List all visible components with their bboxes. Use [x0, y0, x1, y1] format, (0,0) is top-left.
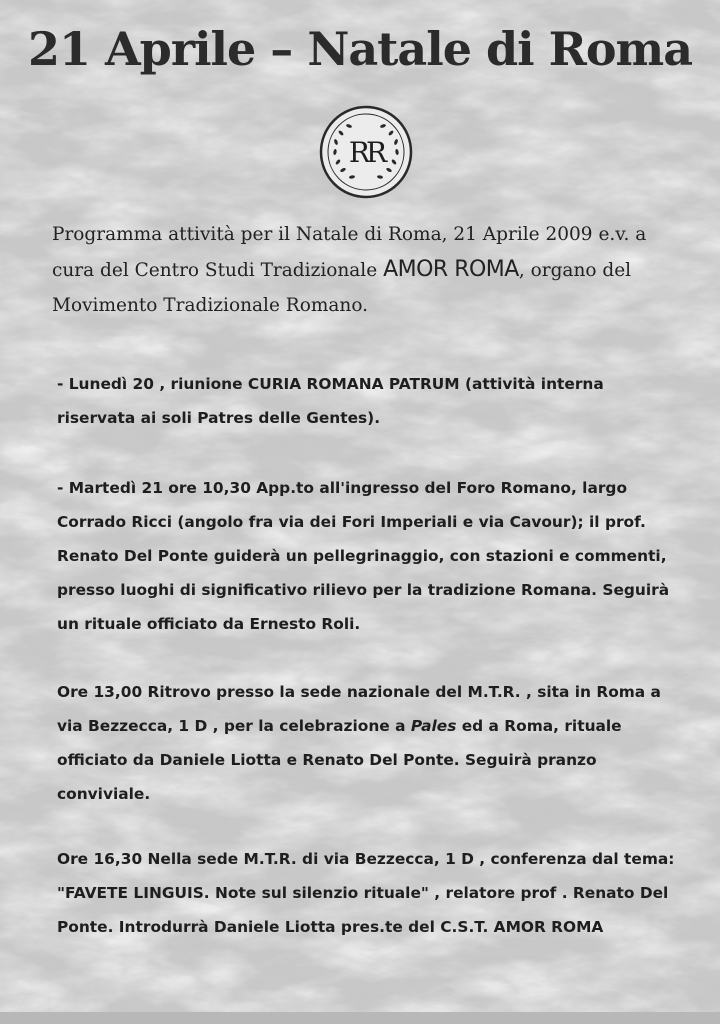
laurel-wreath-emblem-icon — [318, 104, 414, 200]
event-midday-italic: Pales — [410, 717, 457, 735]
logo-monogram: RR — [348, 136, 384, 169]
event-midday-ritual — [57, 675, 675, 811]
intro-text-after: , organo del Movimento Tradizionale Romano. — [52, 260, 632, 316]
intro-paragraph — [52, 217, 678, 323]
event-afternoon-conference: Ore 16,30 Nella sede M.T.R. di via Bezzecca, 1 D , conferenza dal tema: "FAVETE LINGUIS. Note sul silenzio rituale" , relatore prof . Renato Del Ponte. Introdurrà Daniele Liotta pres.te del C.S.T. AMOR ROMA — [57, 850, 675, 936]
intro-text-before: Programma attività per il Natale di Roma, 21 Aprile 2009 e.v. a cura del Centro Studi Tradizionale — [52, 224, 647, 281]
event-tuesday-morning: - Martedì 21 ore 10,30 App.to all'ingresso del Foro Romano, largo Corrado Ricci (angolo fra via dei Fori Imperiali e via Cavour); il prof. Renato Del Ponte guiderà un pellegrinaggio, con stazioni e commenti, presso luoghi di significativo rilievo per la tradizione Romana. Seguirà un rituale officiato da Ernesto Roli. — [57, 479, 670, 633]
page-title: 21 Aprile – Natale di Roma — [27, 22, 693, 76]
event-midday-text-after: ed a Roma, rituale officiato da Daniele Liotta e Renato Del Ponte. Seguirà pranzo conviviale. — [57, 717, 622, 803]
event-midday-text-before: Ore 13,00 Ritrovo presso la sede nazionale del M.T.R. , sita in Roma a via Bezzecca, 1 D , per la celebrazione a — [57, 683, 661, 735]
event-monday: - Lunedì 20 , riunione CURIA ROMANA PATRUM (attività interna riservata ai soli Patres delle Gentes). — [57, 375, 604, 427]
intro-emphasis: AMOR ROMA — [383, 257, 519, 282]
